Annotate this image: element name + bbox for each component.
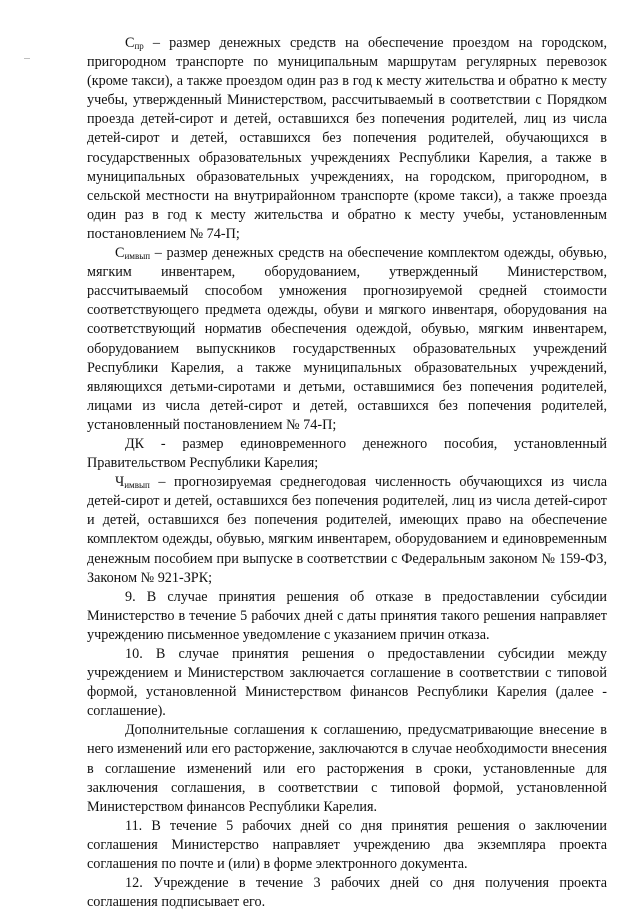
variable-subscript: имвып — [124, 480, 150, 491]
variable-symbol: С — [125, 35, 135, 51]
paragraph-text: – прогнозируемая среднегодовая численность обучающихся из числа детей-сирот и детей, оставшихся без попечения родителей, лиц из числа детей-сирот и детей, оставшихся без попечения родителей, имеющих право на обеспечение комплектом одежды, обувью, мягким инвентарем, оборудованием и единовременным денежным пособием при выпуске в соответствии с Федеральным законом № 159-ФЗ, Законом № 921-ЗРК; — [87, 474, 607, 586]
variable-symbol: С — [115, 245, 125, 262]
variable-subscript: имвып — [124, 251, 151, 262]
variable-subscript: пр — [134, 41, 144, 51]
paragraph-c-imvyp — [87, 244, 607, 435]
paragraph-c-pr — [87, 34, 607, 244]
paragraph-text: Дополнительные соглашения к соглашению, предусматривающие внесение в него изменений или его расторжение, заключаются в случае необходимости внесения в соглашение изменений или его расторжения в сроки, установленные для заключения соглашения, в соответствии с типовой формой, установленной Министерством финансов Республики Карелия. — [87, 722, 607, 815]
paragraph-text: ДК - размер единовременного денежного пособия, установленный Правительством Республики Карелия; — [87, 435, 607, 472]
paragraph-item-12 — [87, 874, 607, 912]
paragraph-text: – размер денежных средств на обеспечение проездом на городском, пригородном транспорте по муниципальным маршрутам регулярных перевозок (кроме такси), а также проездом один раз в год к месту жительства и обратно к месту учебы, утвержденный Министерством, рассчитываемый в соответствии с Порядком проезда детей-сирот и детей, оставшихся без попечения родителей, лиц из числа детей-сирот и детей, оставшихся без попечения родителей, обучающихся в государственных образовательных учреждениях Республики Карелия, а также в муниципальных образовательных учреждениях, на городском, пригородном, в сельской местности на внутрирайонном транспорте (кроме такси), а также проезда один раз в год к месту жительства и обратно к месту учебы, установленным постановлением № 74-П; — [87, 35, 607, 242]
paragraph-item-11 — [87, 817, 607, 874]
paragraph-text: 10. В случае принятия решения о предоставлении субсидии между учреждением и Министерством заключается соглашение в соответствии с типовой формой, установленной Министерством финансов Республики Карелия (далее - соглашение). — [87, 646, 607, 720]
paragraph-text: 12. Учреждение в течение 3 рабочих дней со дня получения проекта соглашения подписывает его. — [87, 875, 607, 911]
paragraph-additional-agreements — [87, 721, 607, 816]
paragraph-text: 9. В случае принятия решения об отказе в предоставлении субсидии Министерство в течение 5 рабочих дней с даты принятия такого решения направляет учреждению письменное уведомление с указанием причин отказа. — [87, 588, 607, 643]
scan-artifact — [24, 58, 30, 59]
variable-symbol: Ч — [115, 474, 125, 491]
paragraph-dk — [87, 435, 607, 473]
paragraph-item-10 — [87, 645, 607, 721]
paragraph-text: 11. В течение 5 рабочих дней со дня принятия решения о заключении соглашения Министерство направляет учреждению два экземпляра проекта соглашения по почте и (или) в форме электронного документа. — [87, 817, 607, 873]
document-body — [87, 34, 607, 912]
paragraph-item-9 — [87, 588, 607, 645]
paragraph-text: – размер денежных средств на обеспечение комплектом одежды, обувью, мягким инвентарем, оборудованием, утвержденный Министерством, рассчитываемый способом умножения прогнозируемой средней стоимости соответствующего предмета одежды, обуви и мягкого инвентаря, оборудования на соответствующий норматив обеспечения одеждой, обувью, мягким инвентарем, оборудованием выпускников государственных образовательных учреждений Республики Карелия, а также муниципальных образовательных учреждений, являющихся детьми-сиротами и детьми, оставшимися без попечения родителей, лицами из числа детей-сирот и детей, оставшихся без попечения родителей, установленный постановлением № 74-П; — [87, 245, 607, 433]
paragraph-ch-imvyp — [87, 473, 607, 588]
